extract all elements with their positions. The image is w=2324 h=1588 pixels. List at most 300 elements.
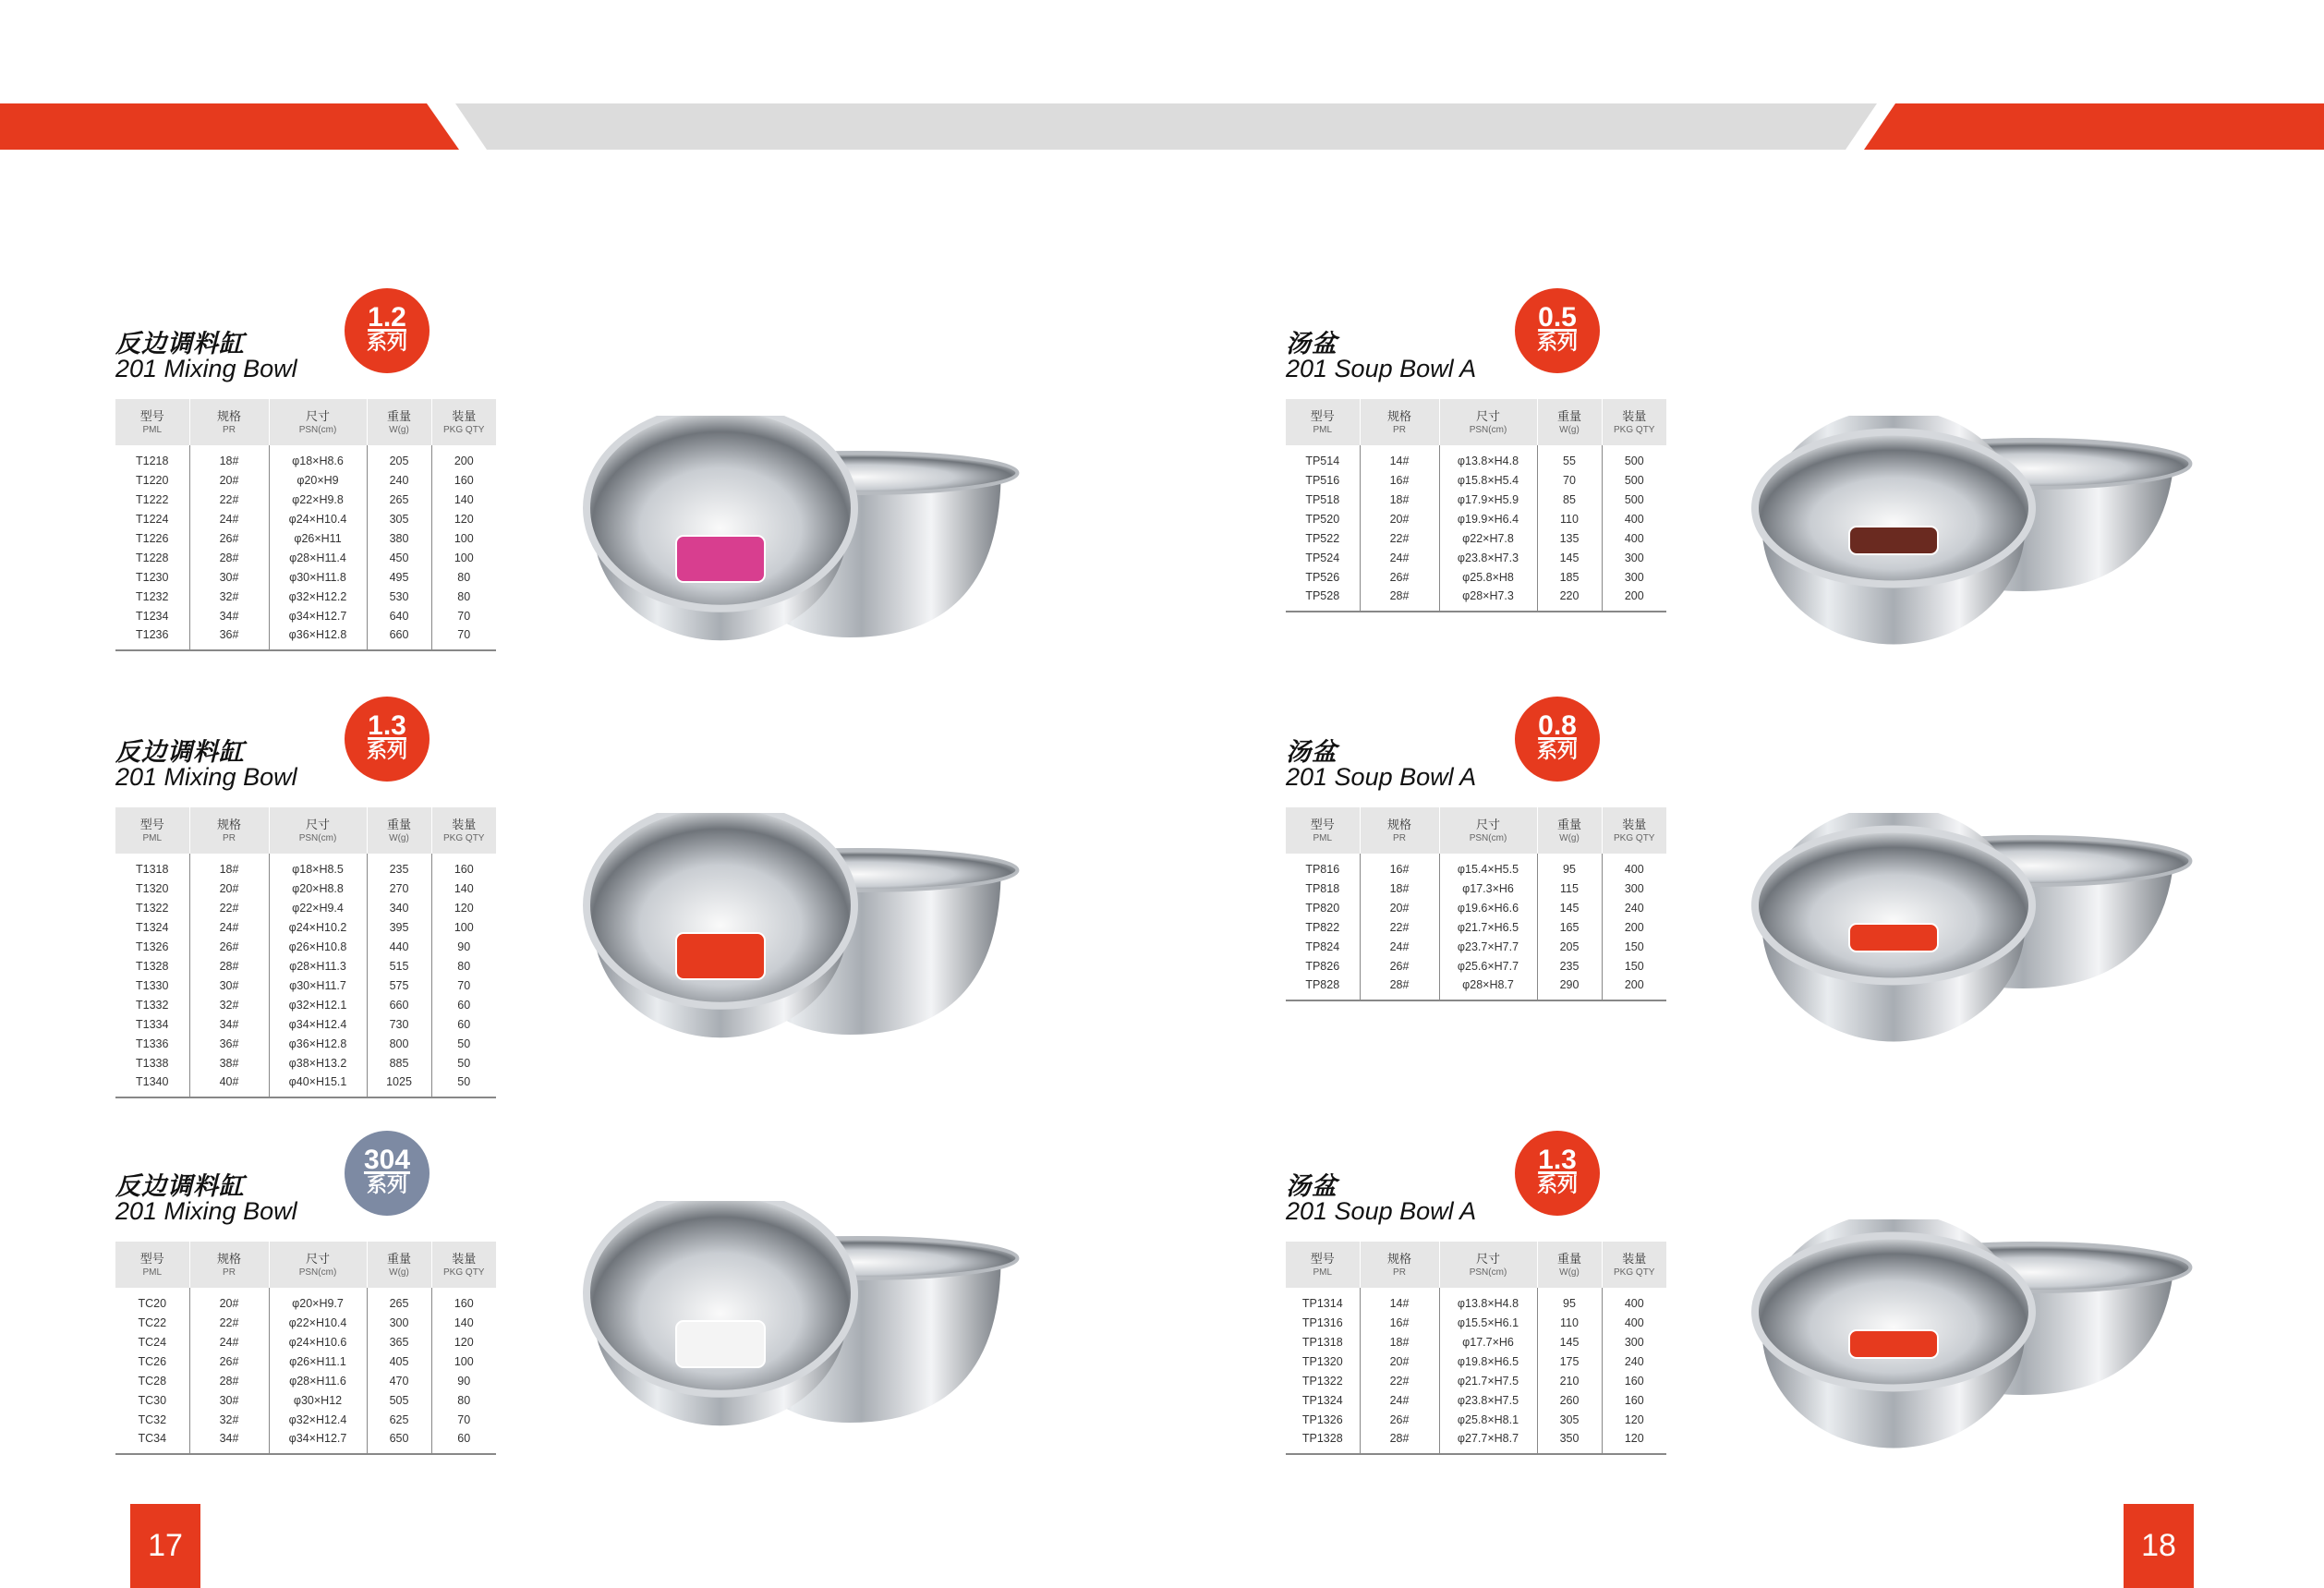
table-row: [1286, 956, 1666, 976]
table-cell: TP1322: [1286, 1371, 1360, 1390]
column-header-zh: 重量: [386, 817, 411, 831]
table-cell: 145: [1537, 898, 1602, 917]
table-cell: TP526: [1286, 567, 1360, 587]
table-row: [1286, 548, 1666, 567]
table-cell: 395: [367, 917, 431, 937]
table-row: [1286, 854, 1666, 879]
table-row: [115, 470, 496, 490]
table-cell: φ17.9×H5.9: [1439, 490, 1537, 509]
table-cell: 200: [1624, 589, 1644, 602]
spec-table: [115, 1242, 496, 1455]
column-header-en: PSN(cm): [1469, 424, 1507, 435]
table-cell: 340: [367, 898, 431, 917]
table-row: [1286, 898, 1666, 917]
table-cell: 380: [367, 528, 431, 548]
column-header: [1537, 1242, 1602, 1288]
column-header: [1602, 807, 1666, 854]
product-title-zh: 汤盆: [1286, 1172, 1338, 1200]
table-cell: T1226: [115, 528, 189, 548]
column-header-zh: 型号: [1310, 1251, 1335, 1266]
table-cell: 650: [367, 1429, 431, 1454]
table-row: [1286, 879, 1666, 898]
column-header: [1439, 1242, 1537, 1288]
table-cell: T1338: [115, 1053, 189, 1073]
table-cell: φ40×H15.1: [269, 1073, 367, 1097]
table-cell: φ19.8×H6.5: [1439, 1352, 1537, 1371]
table-cell: TC32: [115, 1410, 189, 1429]
table-cell: 26#: [189, 1352, 269, 1371]
table-cell: T1318: [115, 854, 189, 879]
table-cell: φ22×H9.4: [269, 898, 367, 917]
column-header: [1286, 807, 1360, 854]
table-cell: φ34×H12.4: [269, 1014, 367, 1034]
table-cell: 400: [1624, 512, 1644, 526]
table-row: [115, 1034, 496, 1053]
column-header-en: PR: [1393, 424, 1406, 435]
table-cell: 160: [454, 1296, 474, 1310]
table-cell: TC20: [115, 1288, 189, 1313]
table-cell: 24#: [189, 509, 269, 528]
column-header: [189, 1242, 269, 1288]
column-header-zh: 重量: [386, 1251, 411, 1266]
table-cell: TP516: [1286, 470, 1360, 490]
table-row: [1286, 509, 1666, 528]
table-cell: 20#: [189, 1288, 269, 1313]
table-cell: 140: [454, 1315, 474, 1329]
table-cell: 405: [367, 1352, 431, 1371]
table-cell: T1224: [115, 509, 189, 528]
table-cell: 400: [1624, 531, 1644, 545]
table-header-row: [1286, 1242, 1666, 1288]
table-cell: TP518: [1286, 490, 1360, 509]
table-cell: 145: [1537, 1332, 1602, 1352]
table-cell: 300: [1624, 1335, 1644, 1349]
table-cell: 100: [454, 531, 474, 545]
table-cell: T1326: [115, 937, 189, 956]
table-cell: φ17.7×H6: [1439, 1332, 1537, 1352]
table-cell: 400: [1624, 1315, 1644, 1329]
column-header-en: W(g): [389, 832, 409, 843]
column-header-en: PML: [142, 832, 163, 843]
table-cell: 18#: [1360, 1332, 1439, 1352]
product-title-en: 201 Soup Bowl A: [1286, 1197, 1477, 1225]
table-cell: 495: [367, 567, 431, 587]
column-header: [115, 807, 189, 854]
series-number: 1.3: [368, 710, 406, 741]
table-cell: 14#: [1360, 1288, 1439, 1313]
table-cell: φ20×H9: [269, 470, 367, 490]
column-header-en: W(g): [389, 424, 409, 435]
series-badge: [345, 1131, 430, 1216]
table-cell: 240: [1624, 901, 1644, 915]
table-cell: T1328: [115, 956, 189, 976]
page-number-left: 17: [130, 1504, 200, 1588]
table-cell: 32#: [189, 995, 269, 1014]
table-cell: 145: [1537, 548, 1602, 567]
column-header-en: PKG QTY: [1614, 832, 1655, 843]
table-cell: φ32×H12.2: [269, 587, 367, 606]
product-title-zh: 汤盆: [1286, 330, 1338, 358]
table-row: [115, 898, 496, 917]
table-cell: 120: [454, 512, 474, 526]
table-cell: 660: [367, 625, 431, 650]
column-header-en: PSN(cm): [298, 1267, 337, 1278]
table-cell: TP822: [1286, 917, 1360, 937]
table-cell: 260: [1537, 1390, 1602, 1410]
table-cell: φ28×H11.6: [269, 1371, 367, 1390]
column-header-en: PKG QTY: [443, 832, 485, 843]
table-cell: 36#: [189, 625, 269, 650]
table-cell: φ15.8×H5.4: [1439, 470, 1537, 490]
table-cell: 365: [367, 1332, 431, 1352]
table-cell: φ21.7×H7.5: [1439, 1371, 1537, 1390]
table-cell: TC34: [115, 1429, 189, 1454]
table-cell: T1232: [115, 587, 189, 606]
table-cell: φ24×H10.4: [269, 509, 367, 528]
column-header-zh: 规格: [1386, 1251, 1411, 1266]
table-cell: TP818: [1286, 879, 1360, 898]
table-cell: 16#: [1360, 1313, 1439, 1332]
table-row: [115, 1332, 496, 1352]
table-cell: 22#: [1360, 917, 1439, 937]
table-cell: 28#: [189, 548, 269, 567]
table-cell: 470: [367, 1371, 431, 1390]
table-cell: TP1328: [1286, 1429, 1360, 1454]
table-cell: 70: [457, 1412, 471, 1426]
column-header: [1537, 399, 1602, 445]
column-header-zh: 尺寸: [1475, 817, 1500, 831]
table-cell: φ13.8×H4.8: [1439, 445, 1537, 470]
column-header-zh: 规格: [1386, 817, 1411, 831]
table-cell: 800: [367, 1034, 431, 1053]
table-cell: φ23.7×H7.7: [1439, 937, 1537, 956]
table-row: [1286, 1313, 1666, 1332]
table-cell: 135: [1537, 528, 1602, 548]
product-title-en: 201 Mixing Bowl: [115, 355, 297, 382]
table-cell: φ19.9×H6.4: [1439, 509, 1537, 528]
table-cell: 450: [367, 548, 431, 567]
table-row: [115, 1429, 496, 1454]
series-label: 系列: [1536, 739, 1578, 762]
product-title-en: 201 Soup Bowl A: [1286, 355, 1477, 382]
column-header-en: PML: [1313, 832, 1333, 843]
table-cell: φ28×H11.4: [269, 548, 367, 567]
column-header-zh: 装量: [452, 1251, 477, 1266]
banner-middle-grey: [455, 103, 1877, 150]
series-number: 0.5: [1538, 302, 1577, 333]
table-row: [115, 917, 496, 937]
table-cell: T1334: [115, 1014, 189, 1034]
table-cell: φ25.6×H7.7: [1439, 956, 1537, 976]
table-cell: φ28×H11.3: [269, 956, 367, 976]
product-title-zh: 反边调料缸: [115, 330, 245, 358]
table-cell: 14#: [1360, 445, 1439, 470]
column-header-zh: 型号: [139, 817, 164, 831]
table-cell: φ22×H7.8: [1439, 528, 1537, 548]
table-row: [1286, 937, 1666, 956]
column-header: [1360, 399, 1439, 445]
table-cell: φ30×H12: [269, 1390, 367, 1410]
table-cell: φ25.8×H8: [1439, 567, 1537, 587]
column-header-en: PML: [142, 1267, 163, 1278]
series-number: 0.8: [1538, 710, 1577, 741]
front-bowl-rim: [1755, 830, 2032, 982]
table-cell: TC24: [115, 1332, 189, 1352]
column-header-en: PKG QTY: [1614, 1267, 1655, 1278]
table-cell: 120: [454, 1335, 474, 1349]
table-cell: 90: [457, 939, 471, 953]
table-row: [1286, 445, 1666, 470]
table-row: [115, 1073, 496, 1097]
table-cell: 26#: [189, 528, 269, 548]
table-cell: 18#: [189, 854, 269, 879]
table-cell: 26#: [1360, 956, 1439, 976]
banner-right-red: [1864, 103, 2324, 150]
table-cell: 265: [367, 1288, 431, 1313]
table-cell: T1234: [115, 606, 189, 625]
column-header: [1602, 399, 1666, 445]
product-label-sticker: [676, 933, 765, 979]
column-header-en: PSN(cm): [298, 832, 337, 843]
table-cell: 150: [1624, 959, 1644, 973]
table-cell: 150: [1624, 939, 1644, 953]
table-cell: TP816: [1286, 854, 1360, 879]
table-cell: 160: [454, 862, 474, 876]
table-cell: φ17.3×H6: [1439, 879, 1537, 898]
table-cell: TP1320: [1286, 1352, 1360, 1371]
product-title-en: 201 Soup Bowl A: [1286, 763, 1477, 791]
table-cell: 60: [457, 998, 471, 1012]
table-row: [115, 528, 496, 548]
table-cell: T1230: [115, 567, 189, 587]
table-cell: TP826: [1286, 956, 1360, 976]
table-cell: φ32×H12.4: [269, 1410, 367, 1429]
table-row: [1286, 1371, 1666, 1390]
table-cell: 36#: [189, 1034, 269, 1053]
table-cell: T1236: [115, 625, 189, 650]
column-header-zh: 尺寸: [305, 817, 330, 831]
table-cell: T1336: [115, 1034, 189, 1053]
table-cell: 305: [367, 509, 431, 528]
spec-table: [115, 807, 496, 1098]
table-cell: 95: [1537, 854, 1602, 879]
table-cell: 160: [1624, 1374, 1644, 1388]
table-cell: 200: [1624, 978, 1644, 991]
table-cell: T1320: [115, 879, 189, 898]
table-cell: 22#: [1360, 1371, 1439, 1390]
table-row: [115, 587, 496, 606]
table-cell: 1025: [367, 1073, 431, 1097]
page-number-right: 18: [2124, 1504, 2194, 1588]
column-header-en: PR: [223, 832, 236, 843]
table-cell: 660: [367, 995, 431, 1014]
column-header-zh: 尺寸: [305, 408, 330, 423]
table-row: [115, 445, 496, 470]
table-cell: φ22×H9.8: [269, 490, 367, 509]
table-cell: TP528: [1286, 587, 1360, 612]
table-cell: 18#: [1360, 490, 1439, 509]
table-row: [115, 548, 496, 567]
table-cell: 110: [1537, 509, 1602, 528]
table-cell: T1222: [115, 490, 189, 509]
table-row: [115, 490, 496, 509]
column-header: [269, 807, 367, 854]
table-cell: 24#: [189, 1332, 269, 1352]
table-cell: 290: [1537, 976, 1602, 1000]
product-title-zh: 反边调料缸: [115, 1172, 245, 1200]
table-cell: 885: [367, 1053, 431, 1073]
table-cell: φ23.8×H7.5: [1439, 1390, 1537, 1410]
product-label-sticker: [1849, 1330, 1938, 1358]
table-cell: 300: [1624, 570, 1644, 584]
column-header-zh: 规格: [216, 408, 241, 423]
table-row: [115, 1352, 496, 1371]
table-cell: 90: [457, 1374, 471, 1388]
series-label: 系列: [366, 739, 407, 762]
column-header: [431, 399, 496, 445]
table-cell: φ22×H10.4: [269, 1313, 367, 1332]
table-cell: 34#: [189, 1429, 269, 1454]
table-cell: φ19.6×H6.6: [1439, 898, 1537, 917]
column-header-zh: 装量: [1622, 817, 1647, 831]
product-title-en: 201 Mixing Bowl: [115, 1197, 297, 1225]
column-header-zh: 重量: [1556, 817, 1581, 831]
table-cell: φ13.8×H4.8: [1439, 1288, 1537, 1313]
series-badge: [345, 697, 430, 782]
column-header-zh: 规格: [216, 1251, 241, 1266]
column-header-zh: 型号: [139, 1251, 164, 1266]
series-label: 系列: [366, 1173, 407, 1196]
series-number: 1.2: [368, 302, 406, 333]
table-cell: φ28×H8.7: [1439, 976, 1537, 1000]
product-photo: [1746, 813, 2208, 1053]
column-header: [115, 1242, 189, 1288]
product-label-sticker: [1849, 924, 1938, 952]
product-label-sticker: [676, 1321, 765, 1367]
column-header-en: PR: [223, 1267, 236, 1278]
column-header-en: PKG QTY: [443, 1267, 485, 1278]
table-cell: 30#: [189, 1390, 269, 1410]
table-cell: 120: [1624, 1432, 1644, 1445]
table-cell: 200: [454, 454, 474, 467]
table-cell: 100: [454, 1354, 474, 1368]
table-cell: 300: [367, 1313, 431, 1332]
column-header: [431, 807, 496, 854]
table-cell: 350: [1537, 1429, 1602, 1454]
table-cell: 22#: [189, 490, 269, 509]
table-cell: 18#: [1360, 879, 1439, 898]
table-cell: φ28×H7.3: [1439, 587, 1537, 612]
product-photo: [1746, 1219, 2208, 1460]
table-row: [1286, 528, 1666, 548]
table-cell: 185: [1537, 567, 1602, 587]
column-header-zh: 重量: [386, 408, 411, 423]
table-cell: TP522: [1286, 528, 1360, 548]
column-header-en: PSN(cm): [1469, 1267, 1507, 1278]
table-cell: TP1316: [1286, 1313, 1360, 1332]
table-row: [115, 976, 496, 995]
table-row: [1286, 587, 1666, 612]
table-row: [1286, 1410, 1666, 1429]
table-cell: 85: [1537, 490, 1602, 509]
table-cell: 20#: [189, 470, 269, 490]
table-cell: T1218: [115, 445, 189, 470]
table-cell: 730: [367, 1014, 431, 1034]
table-cell: 70: [457, 609, 471, 623]
column-header-en: W(g): [1559, 424, 1580, 435]
column-header: [367, 807, 431, 854]
table-cell: 26#: [189, 937, 269, 956]
product-title-zh: 反边调料缸: [115, 738, 245, 766]
table-cell: 70: [1537, 470, 1602, 490]
table-cell: TP1314: [1286, 1288, 1360, 1313]
table-cell: 120: [454, 901, 474, 915]
table-cell: 80: [457, 570, 471, 584]
table-row: [115, 879, 496, 898]
series-badge: [345, 288, 430, 373]
table-cell: 24#: [1360, 548, 1439, 567]
table-header-row: [115, 1242, 496, 1288]
table-cell: 500: [1624, 492, 1644, 506]
product-title-zh: 汤盆: [1286, 738, 1338, 766]
spec-table: [1286, 1242, 1666, 1455]
column-header: [367, 1242, 431, 1288]
table-cell: 28#: [1360, 1429, 1439, 1454]
table-cell: 175: [1537, 1352, 1602, 1371]
table-cell: 200: [1624, 920, 1644, 934]
table-row: [115, 1288, 496, 1313]
product-label-sticker: [1849, 527, 1938, 554]
column-header-zh: 重量: [1556, 408, 1581, 423]
table-row: [1286, 470, 1666, 490]
column-header: [1286, 399, 1360, 445]
table-row: [115, 1390, 496, 1410]
column-header-en: PR: [1393, 832, 1406, 843]
table-cell: 50: [457, 1056, 471, 1070]
table-row: [1286, 917, 1666, 937]
table-cell: TC22: [115, 1313, 189, 1332]
table-cell: 55: [1537, 445, 1602, 470]
column-header: [431, 1242, 496, 1288]
table-cell: T1220: [115, 470, 189, 490]
table-cell: φ24×H10.6: [269, 1332, 367, 1352]
column-header-zh: 尺寸: [1475, 408, 1500, 423]
column-header-en: PKG QTY: [443, 424, 485, 435]
table-cell: 28#: [189, 1371, 269, 1390]
table-cell: 60: [457, 1432, 471, 1445]
column-header-zh: 装量: [452, 408, 477, 423]
column-header: [1602, 1242, 1666, 1288]
column-header-en: PR: [1393, 1267, 1406, 1278]
table-cell: φ15.5×H6.1: [1439, 1313, 1537, 1332]
table-cell: 300: [1624, 881, 1644, 895]
spec-table: [115, 399, 496, 651]
column-header-en: W(g): [1559, 832, 1580, 843]
column-header-en: PSN(cm): [298, 424, 337, 435]
table-cell: 160: [454, 473, 474, 487]
table-cell: 38#: [189, 1053, 269, 1073]
table-cell: 140: [454, 881, 474, 895]
table-cell: 28#: [189, 956, 269, 976]
table-row: [115, 606, 496, 625]
table-row: [115, 937, 496, 956]
table-cell: 140: [454, 492, 474, 506]
table-cell: 24#: [189, 917, 269, 937]
table-row: [1286, 1429, 1666, 1454]
table-row: [115, 854, 496, 879]
table-cell: TP1324: [1286, 1390, 1360, 1410]
table-cell: 165: [1537, 917, 1602, 937]
